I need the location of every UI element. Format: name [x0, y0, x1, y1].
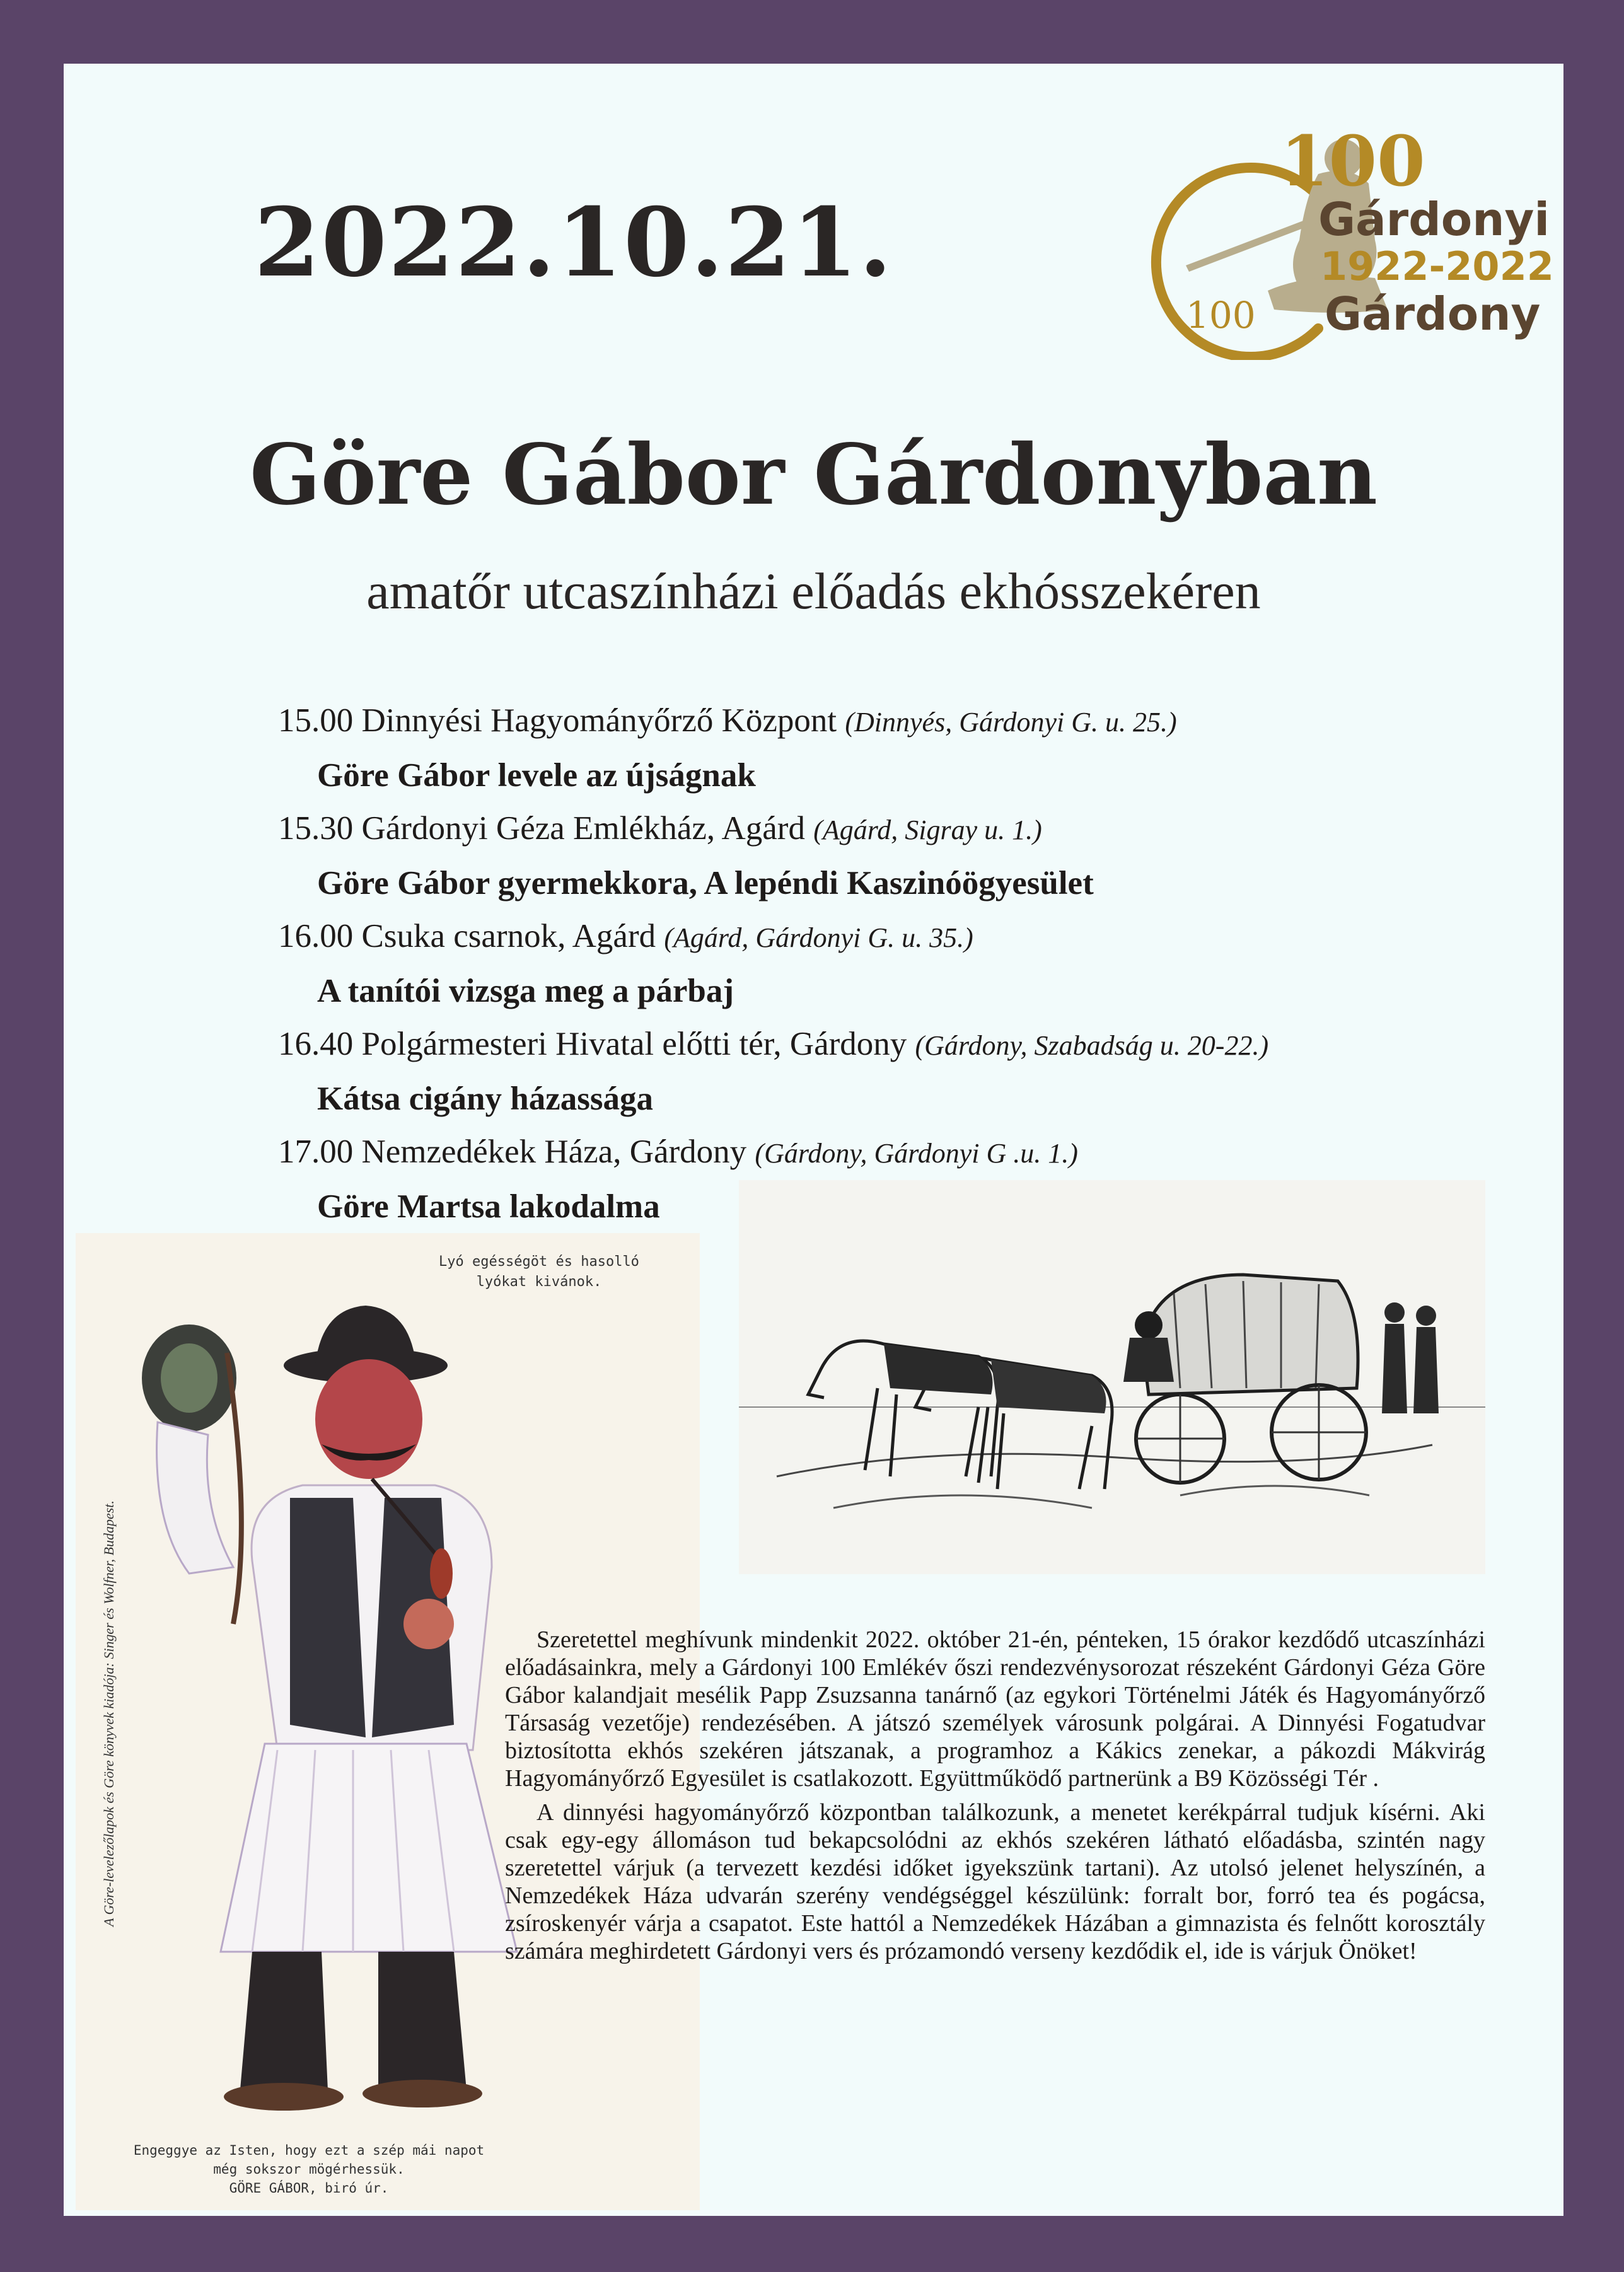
stop-show: A tanítói vizsga meg a párbaj [317, 973, 734, 1009]
wagon-illustration [739, 1180, 1485, 1574]
event-subtitle: amatőr utcaszínházi előadás ekhósszekéren [366, 562, 1261, 620]
stop-show: Kátsa cigány házassága [317, 1081, 653, 1117]
invitation-text [505, 1626, 1485, 1965]
stop-show: Göre Martsa lakodalma [317, 1188, 660, 1225]
schedule-stop [278, 910, 1476, 965]
schedule-stop [278, 1125, 1476, 1180]
stop-address: (Gárdony, Szabadság u. 20-22.) [915, 1030, 1269, 1061]
stop-time-place: 17.00 Nemzedékek Háza, Gárdony [278, 1133, 747, 1170]
covered-wagon-drawing [739, 1180, 1485, 1574]
logo-years: 1922-2022 [1320, 243, 1554, 289]
stop-address: (Gárdony, Gárdonyi G .u. 1.) [755, 1138, 1078, 1169]
logo-town: Gárdony [1325, 287, 1541, 340]
stop-address: (Agárd, Sigray u. 1.) [813, 814, 1042, 845]
postcard-publisher: A Göre-levelezőlapok és Göre könyvek kiadója: Singer és Wolfner, Budapest. [101, 1500, 117, 1927]
stop-time-place: 15.00 Dinnyési Hagyományőrző Központ [278, 702, 837, 739]
logo-name: Gárdonyi [1318, 193, 1550, 246]
logo-number: 100 [1280, 120, 1425, 202]
postcard-caption-line: Engeggye az Isten, hogy ezt a szép mái napot még sokszor mögérhessük. [133, 2143, 485, 2177]
stop-time-place: 16.00 Csuka csarnok, Agárd [278, 918, 656, 954]
schedule-stop [278, 1017, 1476, 1072]
schedule [278, 694, 1476, 1233]
postcard-caption-bottom [132, 2141, 485, 2198]
stop-show: Göre Gábor levele az újságnak [317, 757, 756, 794]
stop-time-place: 15.30 Gárdonyi Géza Emlékház, Agárd [278, 810, 805, 847]
stop-show: Göre Gábor gyermekkora, A lepéndi Kaszinóögyesület [317, 865, 1094, 901]
stop-time-place: 16.40 Polgármesteri Hivatal előtti tér, Gárdony [278, 1026, 907, 1062]
postcard-caption-top: Lyó egésségöt és hasolló lyókat kivánok. [439, 1254, 639, 1290]
schedule-stop [278, 802, 1476, 857]
postcard-signature: GÖRE GÁBOR, biró úr. [229, 2181, 389, 2196]
poster [64, 64, 1563, 2216]
stop-address: (Dinnyés, Gárdonyi G. u. 25.) [845, 707, 1177, 738]
event-title: Göre Gábor Gárdonyban [250, 426, 1378, 524]
invitation-paragraph: A dinnyési hagyományőrző központban találkozunk, a menetet kerékpárral tudjuk kísérni. Aki csak egy-egy állomáson tud bekapcsolódni az ekhós szekéren látható előadásba, szintén nagy szeretettel várjuk (a tervezett kezdési időket igyekszünk tartani). Az utolsó jelenet helyszínén, a Nemzedékek Háza udvarán szerény vendégséggel készülünk: forralt bor, forró tea és pogácsa, zsíroskenyér várja a csapatot. Este hattól a Nemzedékek Házában a gimnazista és felnőtt korosztály számára meghirdetett Gárdonyi vers és prózamondó verseny kezdődik el, ide is várjuk Önöket! [505, 1799, 1485, 1964]
stop-address: (Agárd, Gárdonyi G. u. 35.) [664, 922, 973, 953]
invitation-paragraph: Szeretettel meghívunk mindenkit 2022. október 21-én, pénteken, 15 órakor kezdődő utcaszínházi előadásainkra, mely a Gárdonyi 100 Emlékév őszi rendezvénysorozat részeként Gárdonyi Géza Göre Gábor kalandjait mesélik Papp Zsuzsanna tanárnő (az egykori Történelmi Játék és Hagyományőrző Társaság vezetője) rendezésében. A játszó személyek városunk polgárai. A Dinnyési Fogatudvar biztosította ekhós szekéren játszanak, a programhoz a Kákics zenekar, a pákozdi Mákvirág Hagyományőrző Egyesület is csatlakozott. Együttműködő partnerünk a B9 Közösségi Tér . [505, 1626, 1485, 1792]
event-date: 2022.10.21. [254, 187, 893, 298]
logo-inner-number: 100 [1186, 294, 1256, 337]
schedule-stop [278, 694, 1476, 749]
